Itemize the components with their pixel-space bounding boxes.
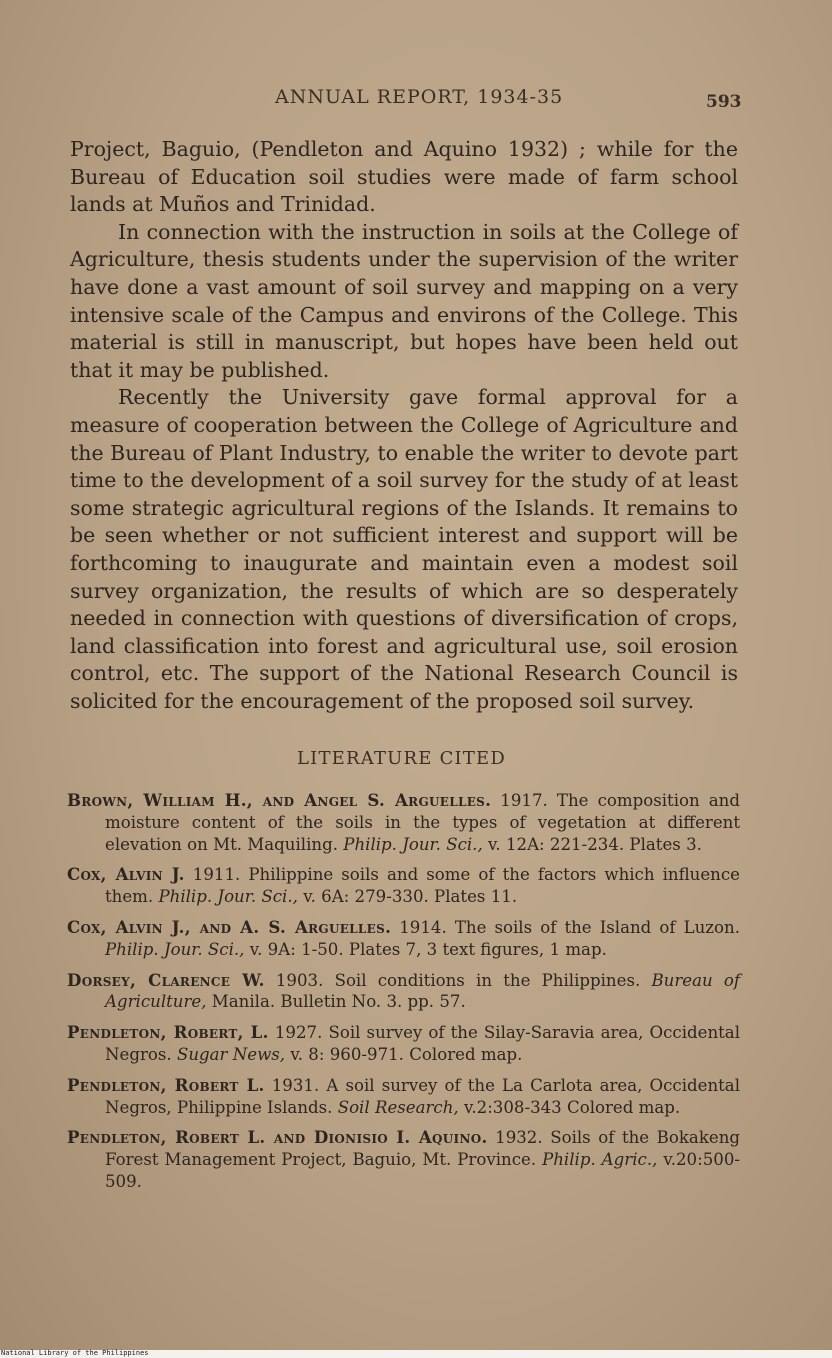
page-number: 593 [706,92,742,112]
body-text [70,136,738,715]
reference-author: Pendleton, Robert L. and Dionisio I. Aquino. [67,1127,488,1148]
reference-item [67,864,740,908]
reference-journal: Philip. Jour. Sci., [158,887,298,907]
reference-item [67,790,740,855]
reference-author: Cox, Alvin J. [67,864,185,885]
reference-author: Dorsey, Clarence W. [67,969,265,990]
reference-item [67,970,740,1014]
reference-journal: Philip. Agric., [542,1150,658,1170]
reference-journal: Philip. Jour. Sci., [105,939,245,959]
reference-author: Pendleton, Robert L. [67,1074,265,1095]
paragraph: Project, Baguio, (Pendleton and Aquino 1932) ; while for the Bureau of Education soil studies were made of farm school lands at Muños and Trinidad. [70,137,738,217]
reference-text: 1914. The soils of the Island of Luzon. [391,917,740,937]
reference-tail: Manila. Bulletin No. 3. pp. 57. [206,992,466,1012]
reference-text: 1927. Soil survey of the Silay-Saravia area, Occidental Negros. [105,1023,741,1064]
paragraph: Recently the University gave formal approval for a measure of cooperation between the College of Agriculture and the Bureau of Plant Industry, to enable the writer to devote part time to the development of a soil survey for the study of at least some strategic agricultural regions of the Islands. It remains to be seen whether or not sufficient interest and support will be forthcoming to inaugurate and maintain even a modest soil survey organization, the results of which are so desperately needed in connection with questions of diversification of crops, land classification into forest and agricultural use, soil erosion control, etc. The support of the National Research Council is solicited for the encouragement of the proposed soil survey. [70,385,738,713]
reference-tail: v.20:500-509. [105,1150,740,1191]
reference-item [67,1022,740,1066]
reference-tail: v. 9A: 1-50. Plates 7, 3 text figures, 1 map. [244,939,607,959]
reference-journal: Soil Research, [337,1097,459,1117]
reference-journal: Bureau of Agriculture, [105,970,740,1012]
reference-text: 1911. Philippine soils and some of the factors which influence them. [105,865,740,907]
reference-author: Brown, William H., and Angel S. Arguelles. [67,790,492,810]
reference-item [67,1127,740,1192]
paragraph: In connection with the instruction in soils at the College of Agriculture, thesis students under the supervision of the writer have done a vast amount of soil survey and mapping on a very intensive scale of the Campus and environs of the College. This material is still in manuscript, but hopes have been held out that it may be published. [70,219,738,382]
reference-tail: v. 12A: 221-234. Plates 3. [482,834,702,854]
reference-author: Pendleton, Robert, L. [67,1022,269,1043]
library-credit: National Library of the Philippines [1,1349,149,1357]
reference-tail: v. 6A: 279-330. Plates 11. [297,887,518,907]
literature-cited-heading: LITERATURE CITED [297,748,507,769]
reference-author: Cox, Alvin J., and A. S. Arguelles. [67,916,392,937]
reference-text: 1917. The composition and moisture content of the soils in the types of vegetation at different elevation on Mt. Maquiling. [105,791,740,854]
reference-text: 1903. Soil conditions in the Philippines. [264,970,652,990]
running-head: ANNUAL REPORT, 1934-35 [275,86,564,108]
reference-text: 1932. Soils of the Bokakeng Forest Management Project, Baguio, Mt. Province. [105,1128,741,1170]
page-header [0,86,832,116]
reference-list [67,790,740,1202]
reference-item [67,917,740,961]
reference-text: 1931. A soil survey of the La Carlota area, Occidental Negros, Philippine Islands. [105,1075,741,1117]
reference-journal: Sugar News, [176,1044,286,1064]
reference-tail: v. 8: 960-971. Colored map. [285,1044,523,1064]
reference-journal: Philip. Jour. Sci., [343,834,483,854]
reference-tail: v.2:308-343 Colored map. [458,1097,681,1117]
reference-item [67,1075,740,1119]
